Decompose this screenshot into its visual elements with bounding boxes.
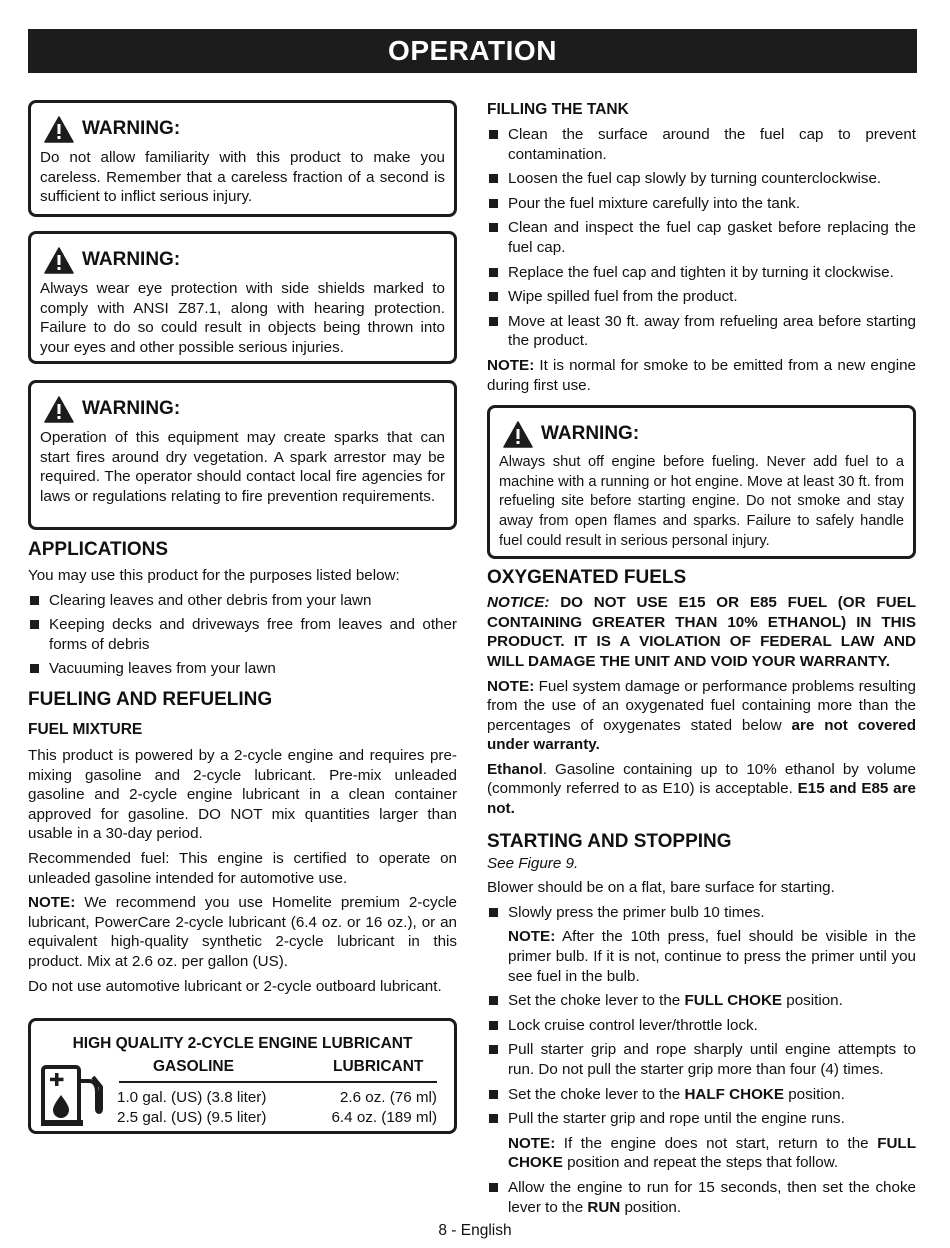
starting-steps-list xyxy=(487,903,916,1217)
list-item: Move at least 30 ft. away from refueling area before starting the product. xyxy=(487,312,916,351)
list-item: Clean and inspect the fuel cap gasket before replacing the fuel cap. xyxy=(487,218,916,257)
step-text: position. xyxy=(782,992,843,1010)
table-header-gasoline: GASOLINE xyxy=(153,1058,234,1076)
warning-box-familiarity xyxy=(28,100,457,217)
fuel-mixture-subheading: FUEL MIXTURE xyxy=(28,720,143,738)
page-title-banner: OPERATION xyxy=(28,29,917,73)
note-bold: FULL CHOKE xyxy=(508,1134,916,1172)
step-note xyxy=(508,927,916,986)
gasoline-cell: 1.0 gal. (US) (3.8 liter) xyxy=(117,1089,267,1107)
list-item: Keeping decks and driveways free from leaves and other forms of debris xyxy=(28,615,457,654)
warning-box-sparks xyxy=(28,380,457,530)
page-footer: 8 - English xyxy=(438,1222,512,1239)
step-text: Slowly press the primer bulb 10 times. xyxy=(508,903,765,921)
warning-header xyxy=(499,417,904,451)
list-item xyxy=(487,903,916,986)
ethanol-paragraph xyxy=(487,760,916,819)
fueling-heading: FUELING AND REFUELING xyxy=(28,688,273,710)
note-text: After the 10th press, fuel should be visible in the primer bulb. If it is not, continue to press the primer until you see fuel in the bulb. xyxy=(508,928,916,985)
table-header-lubricant: LUBRICANT xyxy=(333,1058,424,1076)
applications-intro: You may use this product for the purposes listed below: xyxy=(28,567,400,584)
starting-stopping-heading: STARTING AND STOPPING xyxy=(487,830,732,852)
fuel-mixture-paragraph: This product is powered by a 2-cycle engine and requires pre-mixing gasoline and 2-cycle lubricant. Pre-mix unleaded gasoline and 2-cycle engine lubricant in a clean container approved for gasoline. DO NOT mix quantities larger than usable in a 30-day period. xyxy=(28,746,457,843)
warning-box-eye-protection xyxy=(28,231,457,364)
note-text: It is normal for smoke to be emitted from a new engine during first use. xyxy=(487,356,916,394)
warning-triangle-icon xyxy=(44,116,74,143)
warning-header xyxy=(40,243,445,277)
warning-text: Do not allow familiarity with this product to make you careless. Remember that a careless fraction of a second is sufficient to inflict serious injury. xyxy=(40,149,445,206)
filling-tank-list xyxy=(487,125,916,351)
note-text: We recommend you use Homelite premium 2-cycle lubricant, PowerCare 2-cycle lubricant (6.4 oz. or 16 oz.), or an equivalent high-quality synthetic 2-cycle lubricant in this product. Mix at 2.6 oz. per gallon (US). xyxy=(28,894,457,970)
warning-triangle-icon xyxy=(44,396,74,423)
warning-triangle-icon xyxy=(503,421,533,448)
list-item: Lock cruise control lever/throttle lock. xyxy=(487,1016,916,1036)
table-row xyxy=(117,1088,437,1108)
warning-header xyxy=(40,112,445,146)
starting-intro: Blower should be on a flat, bare surface for starting. xyxy=(487,879,835,897)
list-item: Wipe spilled fuel from the product. xyxy=(487,287,916,307)
table-header-rule xyxy=(119,1081,437,1083)
applications-list xyxy=(28,591,457,679)
note-label: NOTE: xyxy=(28,894,76,912)
list-item: Clean the surface around the fuel cap to prevent contamination. xyxy=(487,125,916,164)
notice-text: DO NOT USE E15 OR E85 FUEL (OR FUEL CONTAINING GREATER THAN 10% ETHANOL) IN THIS PRODUCT. IT IS A VIOLATION OF FEDERAL LAW AND WILL DAMAGE THE UNIT AND VOID YOUR WARRANTY. xyxy=(487,594,916,670)
list-item xyxy=(487,1109,916,1173)
applications-heading: APPLICATIONS xyxy=(28,539,169,560)
step-text: Set the choke lever to the xyxy=(508,992,685,1010)
table-row xyxy=(117,1108,437,1128)
warning-title: WARNING: xyxy=(541,423,640,445)
list-item: Replace the fuel cap and tighten it by turning it clockwise. xyxy=(487,263,916,283)
note-label: NOTE: xyxy=(508,928,556,946)
ethanol-bold-end: E15 and E85 are not. xyxy=(487,780,916,818)
step-text: Set the choke lever to the xyxy=(508,1085,685,1103)
warning-text: Always shut off engine before fueling. Never add fuel to a machine with a running or hot engine. Move at least 30 ft. from refueling site before starting engine. Do not smoke and stay away from open flames and sparks. Failure to safely handle fuel could result in serious personal injury. xyxy=(499,454,904,549)
step-note xyxy=(508,1134,916,1173)
lubricant-note xyxy=(28,893,457,971)
note-bold-end: are not covered under warranty. xyxy=(487,716,916,754)
note-label: NOTE: xyxy=(487,677,535,695)
right-column xyxy=(487,100,916,1217)
fuel-pump-icon xyxy=(41,1065,105,1127)
list-item: Loosen the fuel cap slowly by turning counterclockwise. xyxy=(487,169,916,189)
warning-box-fueling xyxy=(487,405,916,559)
warning-title: WARNING: xyxy=(82,249,181,271)
see-figure-reference: See Figure 9. xyxy=(487,854,579,872)
ethanol-text: . Gasoline containing up to 10% ethanol by volume (commonly referred to as E10) is acceptable. xyxy=(487,760,916,798)
lubricant-warning-paragraph: Do not use automotive lubricant or 2-cycle outboard lubricant. xyxy=(28,977,442,995)
warning-triangle-icon xyxy=(44,247,74,274)
warning-title: WARNING: xyxy=(82,118,181,140)
filling-note xyxy=(487,356,916,395)
note-label: NOTE: xyxy=(487,356,535,374)
oxygenated-notice xyxy=(487,593,916,671)
oxygenated-fuels-heading: OXYGENATED FUELS xyxy=(487,567,687,589)
lubricant-cell: 6.4 oz. (189 ml) xyxy=(331,1109,437,1127)
step-text: position. xyxy=(784,1085,845,1103)
warning-text: Always wear eye protection with side shields marked to comply with ANSI Z87.1, along with hearing protection. Failure to do so could result in objects being thrown into your eyes and other possible serious injuries. xyxy=(40,280,445,356)
lubricant-cell: 2.6 oz. (76 ml) xyxy=(339,1089,437,1107)
ethanol-label: Ethanol xyxy=(487,760,543,778)
warning-header xyxy=(40,392,445,426)
list-item xyxy=(487,1085,916,1105)
list-item: Pour the fuel mixture carefully into the tank. xyxy=(487,194,916,214)
gasoline-cell: 2.5 gal. (US) (9.5 liter) xyxy=(117,1109,267,1127)
lubricant-mix-table xyxy=(28,1018,457,1134)
warning-text: Operation of this equipment may create sparks that can start fires around dry vegetation. A spark arrestor may be required. The operator should contact local fire agencies for laws or regulations relating to fire prevention requirements. xyxy=(40,429,445,505)
list-item: Clearing leaves and other debris from your lawn xyxy=(28,591,457,611)
step-text: Allow the engine to run for 15 seconds, then set the choke lever to the xyxy=(508,1178,916,1216)
note-text: position and repeat the steps that follow. xyxy=(562,1154,839,1172)
note-label: NOTE: xyxy=(508,1134,556,1152)
table-title: HIGH QUALITY 2-CYCLE ENGINE LUBRICANT xyxy=(72,1035,413,1053)
note-text: Fuel system damage or performance problems resulting from the use of an oxygenated fuel containing more than the percentages of oxygenates stated below xyxy=(487,677,916,734)
step-bold: FULL CHOKE xyxy=(684,992,783,1010)
recommended-fuel-paragraph: Recommended fuel: This engine is certified to operate on unleaded gasoline intended for automotive use. xyxy=(28,849,457,887)
list-item xyxy=(487,1178,916,1217)
filling-tank-heading: FILLING THE TANK xyxy=(487,101,629,118)
list-item xyxy=(487,991,916,1011)
warning-title: WARNING: xyxy=(82,398,181,420)
oxygenated-note xyxy=(487,677,916,755)
list-item: Vacuuming leaves from your lawn xyxy=(28,659,457,679)
left-column xyxy=(28,100,457,1134)
step-bold: RUN xyxy=(587,1198,621,1216)
notice-label: NOTICE: xyxy=(487,594,550,612)
list-item: Pull starter grip and rope sharply until engine attempts to run. Do not pull the starter grip more than four (4) times. xyxy=(487,1040,916,1079)
note-text: If the engine does not start, return to the xyxy=(555,1134,878,1152)
step-text: Pull the starter grip and rope until the engine runs. xyxy=(508,1110,845,1128)
step-text: position. xyxy=(620,1198,682,1216)
step-bold: HALF CHOKE xyxy=(684,1085,785,1103)
